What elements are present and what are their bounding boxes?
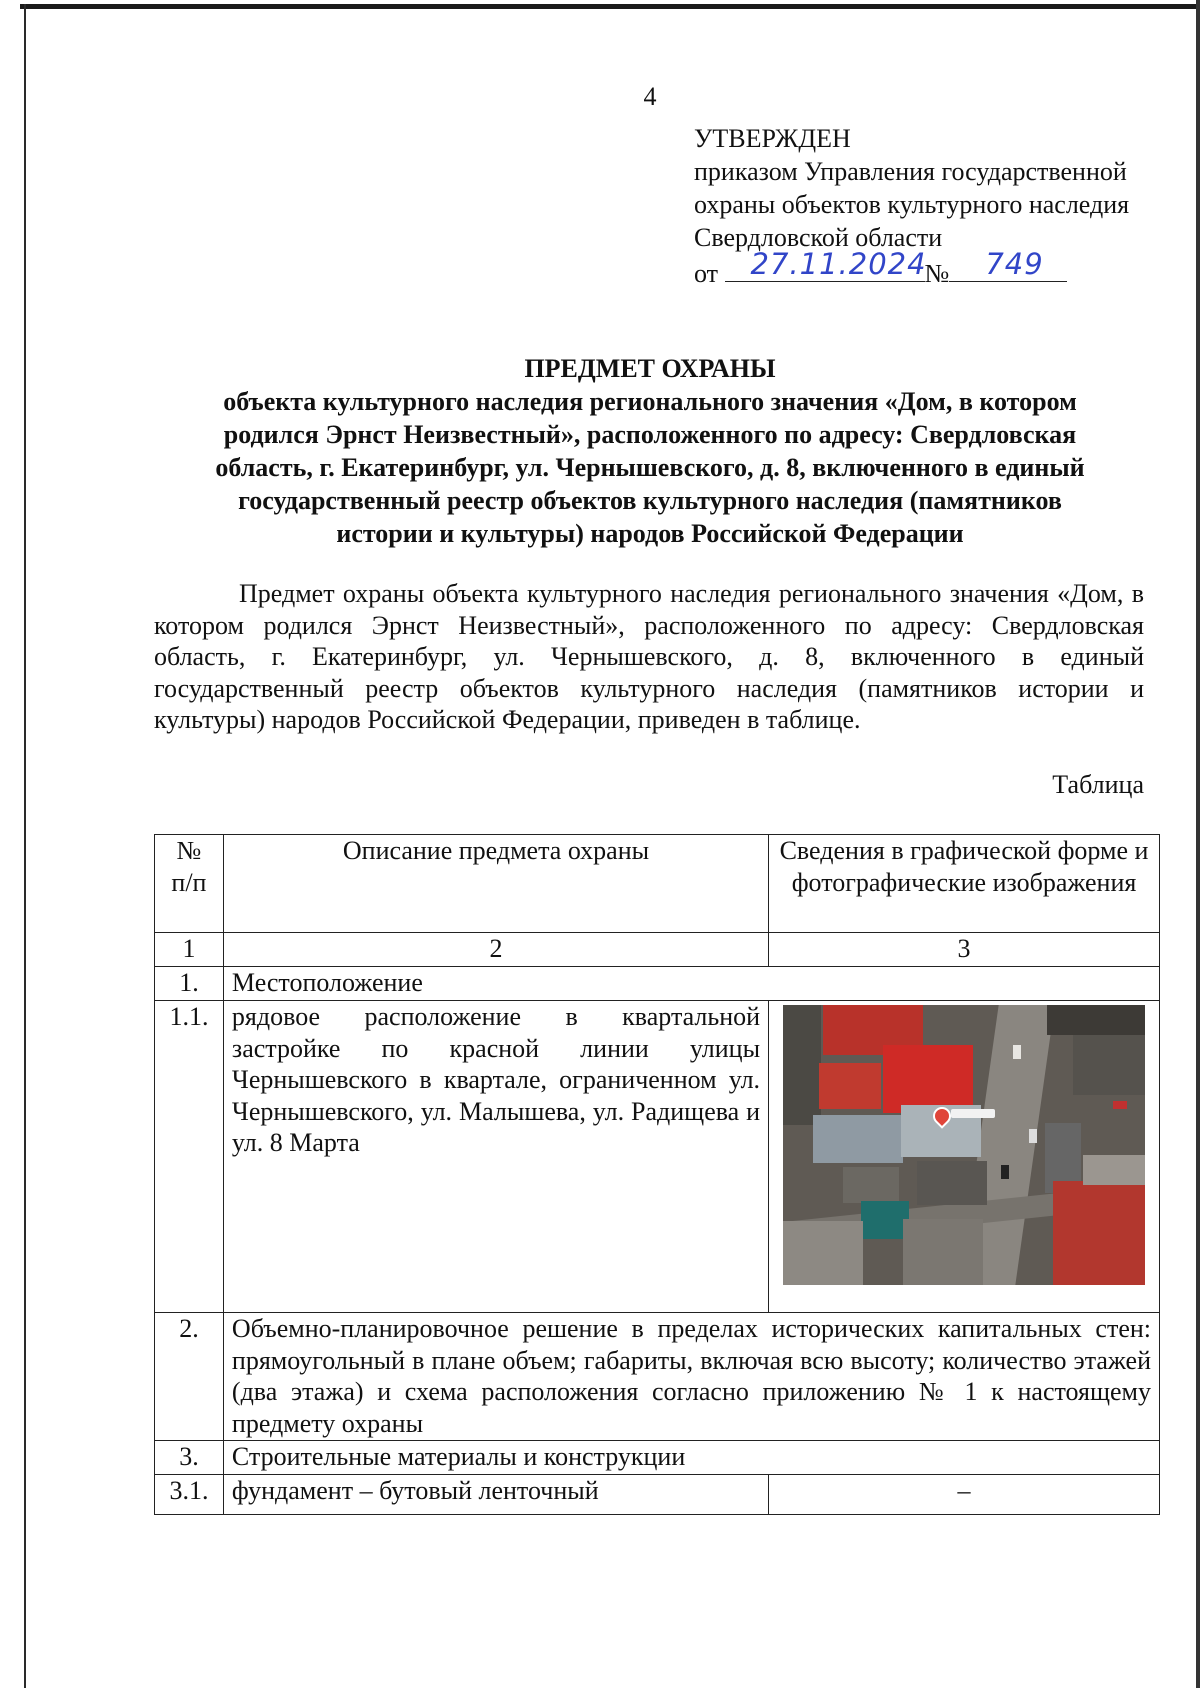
header-number: № п/п bbox=[155, 835, 224, 933]
row-text: рядовое расположение в квартальной застройке по красной линии улицы Чернышевского в квартале, ограниченном ул. Чернышевского, ул. Малышева, ул. Радищева и ул. 8 Марта bbox=[223, 1001, 768, 1313]
approval-line-1: приказом Управления государственной bbox=[694, 157, 1127, 186]
row-number: 2. bbox=[155, 1313, 224, 1441]
row-number: 1.1. bbox=[155, 1001, 224, 1313]
row-number: 1. bbox=[155, 967, 224, 1001]
title-line-2: родился Эрнст Неизвестный», расположенного по адресу: Свердловская bbox=[223, 420, 1077, 449]
number-prefix: № bbox=[924, 259, 950, 288]
date-field bbox=[725, 247, 927, 282]
document-title bbox=[150, 352, 1150, 550]
table-row bbox=[155, 1441, 1160, 1475]
handwritten-number: 749 bbox=[985, 247, 1044, 281]
row-graphic-value: – bbox=[769, 1475, 1160, 1515]
row-number: 3. bbox=[155, 1441, 224, 1475]
approval-block bbox=[694, 122, 1164, 290]
intro-paragraph bbox=[154, 578, 1144, 736]
approval-line-3: Свердловской области bbox=[694, 223, 943, 252]
header-description: Описание предмета охраны bbox=[223, 835, 768, 933]
row-image-cell bbox=[769, 1001, 1160, 1313]
table-header-row bbox=[155, 835, 1160, 933]
title-line-3: область, г. Екатеринбург, ул. Чернышевского, д. 8, включенного в единый bbox=[215, 453, 1085, 482]
column-number-3: 3 bbox=[769, 933, 1160, 967]
page-number: 4 bbox=[643, 82, 657, 111]
title-main: ПРЕДМЕТ ОХРАНЫ bbox=[524, 354, 776, 383]
approval-line-2: охраны объектов культурного наследия bbox=[694, 190, 1130, 219]
scan-border-right bbox=[1196, 0, 1200, 1688]
row-text: Объемно-планировочное решение в пределах исторических капитальных стен: прямоугольный в плане объем; габариты, включая всю высоту; количество этажей (два этажа) и схема расположения согласно приложению № 1 к настоящему предмету охраны bbox=[223, 1313, 1159, 1441]
intro-text: Предмет охраны объекта культурного наследия регионального значения «Дом, в котором родился Эрнст Неизвестный», расположенного по адресу: Свердловская область, г. Екатеринбург, ул. Чернышевского, д. 8, включенного в единый государственный реестр объектов культурного наследия (памятников истории и культуры) народов Российской Федерации, приведен в таблице. bbox=[154, 579, 1144, 734]
table-row bbox=[155, 1475, 1160, 1515]
approval-date-number-row bbox=[694, 247, 1164, 290]
table-row bbox=[155, 1313, 1160, 1441]
scan-border-top bbox=[20, 4, 1200, 9]
column-number-1: 1 bbox=[155, 933, 224, 967]
column-number-2: 2 bbox=[223, 933, 768, 967]
table-caption: Таблица bbox=[1052, 770, 1144, 799]
row-number: 3.1. bbox=[155, 1475, 224, 1515]
row-text: Строительные материалы и конструкции bbox=[223, 1441, 1159, 1475]
header-graphic-info: Сведения в графической форме и фотографические изображения bbox=[769, 835, 1160, 933]
table-row bbox=[155, 1001, 1160, 1313]
title-line-5: истории и культуры) народов Российской Федерации bbox=[336, 519, 964, 548]
row-text: фундамент – бутовый ленточный bbox=[223, 1475, 768, 1515]
row-text: Местоположение bbox=[223, 967, 1159, 1001]
aerial-map-photo bbox=[783, 1005, 1145, 1285]
title-line-1: объекта культурного наследия регионального значения «Дом, в котором bbox=[223, 387, 1077, 416]
number-field bbox=[949, 247, 1067, 282]
title-line-4: государственный реестр объектов культурного наследия (памятников bbox=[238, 486, 1062, 515]
protection-subject-table bbox=[154, 834, 1160, 1515]
date-prefix: от bbox=[694, 259, 719, 288]
approval-heading: УТВЕРЖДЕН bbox=[694, 124, 851, 153]
table-column-numbers-row bbox=[155, 933, 1160, 967]
scan-border-left bbox=[24, 4, 26, 1688]
handwritten-date: 27.11.2024 bbox=[750, 247, 927, 281]
table-row bbox=[155, 967, 1160, 1001]
